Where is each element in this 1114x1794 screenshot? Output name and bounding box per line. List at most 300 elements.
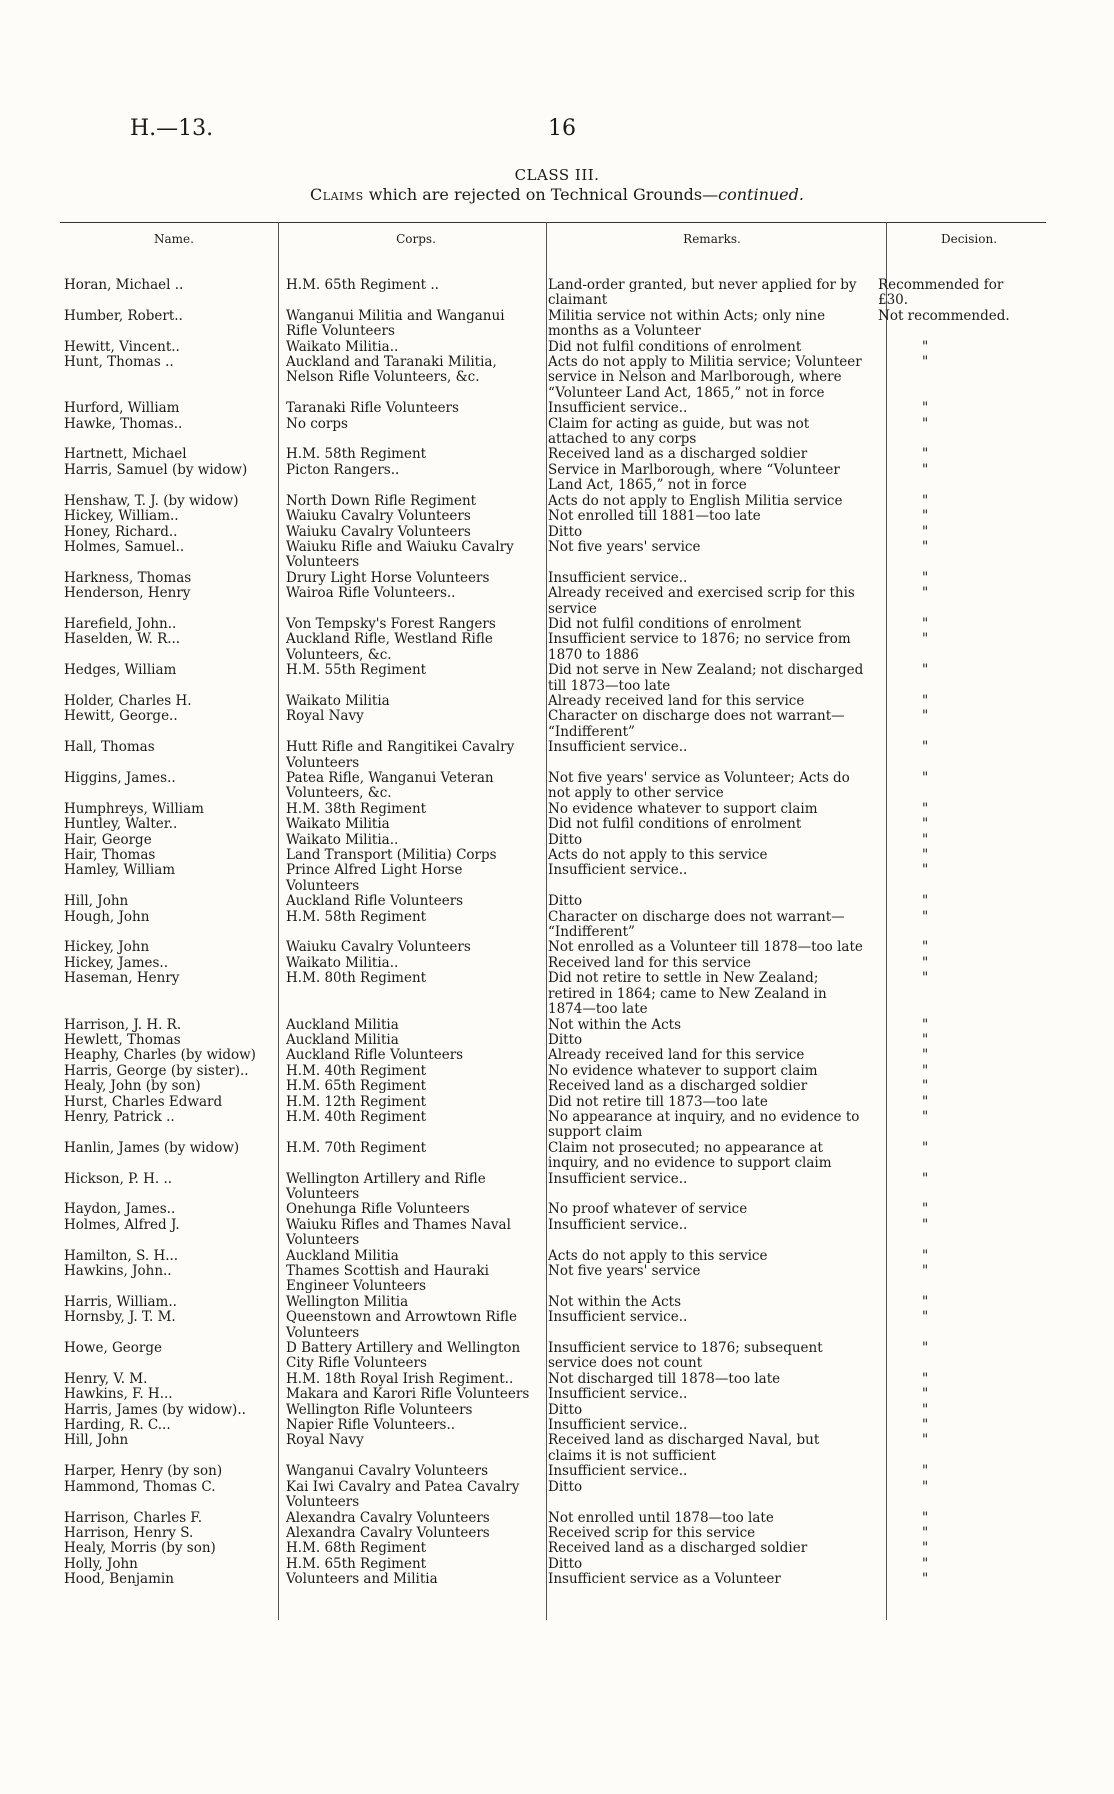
claimant-name: Hill, John [64, 893, 129, 910]
remarks-cell: Insufficient service.. [548, 1309, 688, 1326]
claimant-name: Harkness, Thomas [64, 569, 192, 586]
table-row [0, 1048, 1114, 1063]
remarks-cell: Acts do not apply to this service [548, 1247, 768, 1264]
table-row [0, 1372, 1114, 1387]
remarks-cell: Ditto [548, 893, 583, 910]
decision-cell: " [922, 816, 929, 833]
remarks-cell: Received land as discharged Naval, but claims it is not sufficient [548, 1432, 820, 1464]
decision-cell: " [922, 569, 929, 586]
table-row [0, 1018, 1114, 1033]
claimant-name: Henry, Patrick .. [64, 1108, 175, 1125]
corps-cell: Wellington Rifle Volunteers [286, 1401, 473, 1418]
remarks-cell: No appearance at inquiry, and no evidence to support claim [548, 1108, 860, 1141]
remarks-cell: Not within the Acts [548, 1016, 682, 1033]
remarks-cell: Land-order granted, but never applied for by claimant [548, 277, 857, 309]
table-row [0, 771, 1114, 802]
claimant-name: Hood, Benjamin [64, 1571, 174, 1588]
table-row [0, 571, 1114, 586]
table-row [0, 1310, 1114, 1341]
table-row [0, 309, 1114, 340]
decision-cell: " [922, 1047, 929, 1064]
table-row [0, 1295, 1114, 1310]
decision-cell: " [922, 1555, 929, 1572]
decision-cell: " [922, 954, 929, 971]
table-row [0, 401, 1114, 416]
corps-cell: H.M. 65th Regiment [286, 1555, 427, 1572]
table-row [0, 1110, 1114, 1141]
table-row [0, 1480, 1114, 1511]
remarks-cell: Already received and exercised scrip for this service [548, 585, 855, 617]
table-row [0, 463, 1114, 494]
claimant-name: Harris, George (by sister).. [64, 1062, 249, 1079]
corps-cell: Waikato Militia.. [286, 831, 399, 848]
claimant-name: Hawkins, John.. [64, 1263, 172, 1279]
column-header-decision: Decision. [940, 232, 998, 246]
decision-cell: " [922, 461, 929, 478]
decision-cell: " [922, 523, 929, 540]
table-row [0, 1264, 1114, 1295]
corps-cell: Royal Navy [286, 708, 364, 725]
claimant-name: Hammond, Thomas C. [64, 1478, 216, 1495]
remarks-cell: Insufficient service as a Volunteer [548, 1571, 781, 1588]
claimant-name: Hunt, Thomas .. [64, 354, 174, 371]
claimant-name: Harris, James (by widow).. [64, 1401, 246, 1418]
table-row [0, 494, 1114, 509]
corps-cell: Waikato Militia.. [286, 954, 399, 971]
table-row [0, 817, 1114, 832]
claimant-name: Harper, Henry (by son) [64, 1463, 223, 1480]
table-row [0, 940, 1114, 955]
claimant-name: Hornsby, J. T. M. [64, 1309, 176, 1326]
table-row [0, 1079, 1114, 1094]
corps-cell: Wellington Militia [286, 1293, 409, 1310]
claimant-name: Horan, Michael .. [64, 277, 184, 293]
claimant-name: Henry, V. M. [64, 1370, 148, 1387]
claimant-name: Henshaw, T. J. (by widow) [64, 492, 239, 509]
decision-cell: " [922, 1340, 929, 1357]
subtitle-continued: continued. [718, 185, 804, 204]
corps-cell: Hutt Rifle and Rangitikei Cavalry Volunteers [286, 739, 515, 771]
table-row [0, 910, 1114, 941]
table-row [0, 1541, 1114, 1556]
remarks-cell: Acts do not apply to this service [548, 847, 768, 864]
remarks-cell: Did not retire to settle in New Zealand; retired in 1864; came to New Zealand in 1874—too late [548, 970, 827, 1018]
remarks-cell: Ditto [548, 831, 583, 848]
decision-cell: " [922, 631, 929, 648]
corps-cell: Royal Navy [286, 1432, 364, 1449]
decision-cell: " [922, 662, 929, 679]
decision-cell: " [922, 1093, 929, 1110]
claimant-name: Harris, William.. [64, 1293, 177, 1310]
remarks-cell: Acts do not apply to Militia service; Volunteer service in Nelson and Marlborough, where “Volunteer Land Act, 1865,” not in force [548, 354, 862, 401]
decision-cell: " [922, 692, 929, 709]
remarks-cell: Received land for this service [548, 954, 751, 971]
corps-cell: H.M. 68th Regiment [286, 1540, 427, 1557]
remarks-cell: Insufficient service.. [548, 1386, 688, 1403]
remarks-cell: Claim not prosecuted; no appearance at inquiry, and no evidence to support claim [548, 1139, 832, 1172]
claimant-name: Hickey, James.. [64, 954, 168, 971]
table-row [0, 1095, 1114, 1110]
corps-cell: Waiuku Rifles and Thames Naval Volunteers [286, 1216, 511, 1249]
claimant-name: Haselden, W. R... [64, 631, 181, 648]
table-row [0, 1387, 1114, 1402]
corps-cell: Alexandra Cavalry Volunteers [286, 1509, 490, 1526]
corps-cell: Prince Alfred Light Horse Volunteers [286, 862, 463, 894]
corps-cell: Wairoa Rifle Volunteers.. [286, 585, 456, 602]
table-row [0, 509, 1114, 524]
corps-cell: Drury Light Horse Volunteers [286, 569, 490, 586]
decision-cell: " [922, 1540, 929, 1557]
corps-cell: Taranaki Rifle Volunteers [286, 400, 459, 417]
corps-cell: Thames Scottish and Hauraki Engineer Volunteers [286, 1263, 489, 1295]
remarks-cell: Ditto [548, 523, 583, 540]
table-row [0, 971, 1114, 1017]
claimant-name: Harrison, J. H. R. [64, 1016, 182, 1033]
claimant-name: Hamilton, S. H... [64, 1247, 179, 1264]
claimant-name: Hurst, Charles Edward [64, 1093, 223, 1110]
table-row [0, 663, 1114, 694]
corps-cell: Auckland Militia [286, 1247, 399, 1264]
decision-cell: " [922, 415, 929, 432]
remarks-cell: Insufficient service.. [548, 739, 688, 756]
decision-cell: " [922, 770, 929, 786]
remarks-cell: Insufficient service.. [548, 1463, 688, 1480]
decision-cell: " [922, 1031, 929, 1048]
claimant-name: Hartnett, Michael [64, 446, 187, 463]
remarks-cell: Not five years' service as Volunteer; Acts do not apply to other service [548, 770, 850, 802]
corps-cell: Waikato Militia [286, 816, 390, 833]
remarks-cell: Not discharged till 1878—too late [548, 1370, 781, 1387]
claimant-name: Humphreys, William [64, 800, 204, 817]
corps-cell: Auckland Rifle Volunteers [286, 1047, 464, 1064]
decision-cell: " [922, 847, 929, 864]
table-row [0, 1557, 1114, 1572]
table-row [0, 1064, 1114, 1079]
remarks-cell: Insufficient service.. [548, 400, 688, 417]
remarks-cell: Received land as a discharged soldier [548, 1540, 808, 1557]
document-code: H.—13. [130, 116, 214, 141]
remarks-cell: Insufficient service.. [548, 862, 688, 879]
header-rule [60, 222, 1046, 223]
table-row [0, 1202, 1114, 1217]
corps-cell: Waiuku Cavalry Volunteers [286, 939, 471, 956]
claimant-name: Hickey, William.. [64, 508, 179, 525]
claimant-name: Heaphy, Charles (by widow) [64, 1047, 256, 1064]
decision-cell: " [922, 1571, 929, 1588]
corps-cell: Waikato Militia.. [286, 338, 399, 355]
remarks-cell: Not within the Acts [548, 1293, 682, 1310]
table-row [0, 833, 1114, 848]
table-row [0, 355, 1114, 401]
corps-cell: No corps [286, 415, 348, 432]
table-row [0, 863, 1114, 894]
table-row [0, 617, 1114, 632]
corps-cell: H.M. 18th Royal Irish Regiment.. [286, 1370, 514, 1387]
remarks-cell: Ditto [548, 1401, 583, 1418]
decision-cell: " [922, 1432, 929, 1449]
remarks-cell: Insufficient service.. [548, 569, 688, 586]
decision-cell: " [922, 908, 929, 925]
table-row [0, 1341, 1114, 1372]
claimant-name: Hickson, P. H. .. [64, 1170, 173, 1187]
decision-cell: " [922, 538, 929, 555]
decision-cell: " [922, 1247, 929, 1264]
table-row [0, 709, 1114, 740]
decision-cell: " [922, 1478, 929, 1495]
claimant-name: Holder, Charles H. [64, 692, 192, 709]
column-header-corps: Corps. [396, 232, 436, 246]
decision-cell: " [922, 1370, 929, 1387]
decision-cell: " [922, 354, 929, 371]
decision-cell: " [922, 1016, 929, 1033]
claimant-name: Holmes, Alfred J. [64, 1216, 180, 1233]
claimant-name: Hall, Thomas [64, 739, 155, 756]
table-row [0, 956, 1114, 971]
decision-cell: " [922, 970, 929, 987]
table-row [0, 1433, 1114, 1464]
table-row [0, 802, 1114, 817]
corps-cell: H.M. 12th Regiment [286, 1093, 427, 1110]
claimant-name: Hamley, William [64, 862, 176, 879]
corps-cell: H.M. 65th Regiment [286, 1078, 427, 1095]
remarks-cell: Received land as a discharged soldier [548, 446, 808, 463]
remarks-cell: Insufficient service to 1876; subsequent service does not count [548, 1340, 823, 1372]
remarks-cell: Ditto [548, 1478, 583, 1495]
claimant-name: Hawke, Thomas.. [64, 415, 183, 432]
claimant-name: Hill, John [64, 1432, 129, 1449]
corps-cell: Alexandra Cavalry Volunteers [286, 1524, 490, 1541]
remarks-cell: Already received land for this service [548, 692, 805, 709]
corps-cell: Auckland Rifle Volunteers [286, 893, 464, 910]
claimant-name: Hanlin, James (by widow) [64, 1139, 240, 1156]
table-row [0, 740, 1114, 771]
decision-cell: " [922, 585, 929, 602]
table-row [0, 340, 1114, 355]
corps-cell: Land Transport (Militia) Corps [286, 847, 497, 864]
corps-cell: Waiuku Cavalry Volunteers [286, 523, 471, 540]
table-row [0, 1526, 1114, 1541]
decision-cell: Not recommended. [878, 307, 1010, 324]
table-row [0, 278, 1114, 309]
decision-cell: " [922, 739, 929, 756]
remarks-cell: Service in Marlborough, where “Volunteer Land Act, 1865,” not in force [548, 461, 840, 494]
claimant-name: Harrison, Henry S. [64, 1524, 194, 1541]
claimant-name: Hedges, William [64, 662, 177, 679]
corps-cell: Waiuku Rifle and Waiuku Cavalry Volunteers [286, 538, 514, 571]
corps-cell: Kai Iwi Cavalry and Patea Cavalry Volunteers [286, 1478, 520, 1511]
corps-cell: H.M. 58th Regiment [286, 446, 427, 463]
remarks-cell: Not enrolled until 1878—too late [548, 1509, 774, 1526]
decision-cell: " [922, 615, 929, 632]
corps-cell: H.M. 65th Regiment .. [286, 277, 439, 293]
decision-cell: " [922, 492, 929, 509]
corps-cell: Auckland Militia [286, 1016, 399, 1033]
decision-cell: " [922, 1078, 929, 1095]
decision-cell: " [922, 1062, 929, 1079]
claimant-name: Higgins, James.. [64, 770, 176, 786]
corps-cell: Makara and Karori Rifle Volunteers [286, 1386, 530, 1403]
claimant-name: Healy, John (by son) [64, 1078, 201, 1095]
corps-cell: Wanganui Militia and Wanganui Rifle Volunteers [286, 307, 505, 340]
table-row [0, 1172, 1114, 1203]
corps-cell: Auckland Militia [286, 1031, 399, 1048]
remarks-cell: Did not fulfil conditions of enrolment [548, 338, 802, 355]
corps-cell: Auckland Rifle, Westland Rifle Volunteers, &c. [286, 631, 493, 663]
claimant-name: Hewitt, George.. [64, 708, 178, 725]
decision-cell: " [922, 508, 929, 525]
corps-cell: Auckland and Taranaki Militia, Nelson Rifle Volunteers, &c. [286, 354, 497, 386]
claimant-name: Hewitt, Vincent.. [64, 338, 180, 355]
decision-cell: " [922, 1263, 929, 1279]
claimant-name: Haseman, Henry [64, 970, 180, 987]
remarks-cell: Not five years' service [548, 1263, 701, 1279]
table-row [0, 632, 1114, 663]
remarks-cell: Acts do not apply to English Militia service [548, 492, 843, 509]
class-title: CLASS III. [514, 166, 600, 184]
remarks-cell: Did not retire till 1873—too late [548, 1093, 768, 1110]
decision-cell: " [922, 446, 929, 463]
remarks-cell: Did not serve in New Zealand; not discharged till 1873—too late [548, 662, 864, 694]
decision-cell: " [922, 708, 929, 725]
claims-table [0, 278, 1114, 1588]
decision-cell: " [922, 893, 929, 910]
corps-cell: Wanganui Cavalry Volunteers [286, 1463, 489, 1480]
remarks-cell: Insufficient service.. [548, 1417, 688, 1434]
decision-cell: " [922, 800, 929, 817]
remarks-cell: Already received land for this service [548, 1047, 805, 1064]
corps-cell: Volunteers and Militia [286, 1571, 438, 1588]
claimant-name: Holly, John [64, 1555, 138, 1572]
decision-cell: " [922, 1201, 929, 1218]
claimant-name: Henderson, Henry [64, 585, 191, 602]
claimant-name: Hawkins, F. H... [64, 1386, 173, 1403]
remarks-cell: Claim for acting as guide, but was not attached to any corps [548, 415, 810, 448]
table-row [0, 848, 1114, 863]
decision-cell: " [922, 1170, 929, 1187]
claimant-name: Healy, Morris (by son) [64, 1540, 216, 1557]
corps-cell: H.M. 38th Regiment [286, 800, 427, 817]
table-row [0, 1418, 1114, 1433]
corps-cell: Napier Rifle Volunteers.. [286, 1417, 456, 1434]
claimant-name: Harrison, Charles F. [64, 1509, 202, 1526]
decision-cell: " [922, 1139, 929, 1156]
subtitle-smallcaps: Claims [310, 185, 364, 204]
corps-cell: D Battery Artillery and Wellington City Rifle Volunteers [286, 1340, 521, 1372]
remarks-cell: Insufficient service.. [548, 1170, 688, 1187]
decision-cell: " [922, 1293, 929, 1310]
table-row [0, 1033, 1114, 1048]
column-header-remarks: Remarks. [683, 232, 741, 246]
corps-cell: H.M. 80th Regiment [286, 970, 427, 987]
claimant-name: Hair, Thomas [64, 847, 156, 864]
table-row [0, 540, 1114, 571]
corps-cell: Waiuku Cavalry Volunteers [286, 508, 471, 525]
table-row [0, 1464, 1114, 1479]
corps-cell: Picton Rangers.. [286, 461, 400, 478]
decision-cell: " [922, 1216, 929, 1233]
remarks-cell: Militia service not within Acts; only nine months as a Volunteer [548, 307, 826, 340]
remarks-cell: No evidence whatever to support claim [548, 1062, 818, 1079]
decision-cell: " [922, 1309, 929, 1326]
table-row [0, 894, 1114, 909]
decision-cell: " [922, 1524, 929, 1541]
corps-cell: Wellington Artillery and Rifle Volunteers [286, 1170, 486, 1202]
remarks-cell: Insufficient service.. [548, 1216, 688, 1233]
table-row [0, 417, 1114, 448]
remarks-cell: Not enrolled as a Volunteer till 1878—too late [548, 939, 863, 956]
table-row [0, 1249, 1114, 1264]
claimant-name: Hurford, William [64, 400, 180, 417]
decision-cell: " [922, 400, 929, 417]
corps-cell: Patea Rifle, Wanganui Veteran Volunteers, &c. [286, 770, 494, 802]
remarks-cell: Not enrolled till 1881—too late [548, 508, 761, 525]
claimant-name: Harefield, John.. [64, 615, 177, 632]
claimant-name: Haydon, James.. [64, 1201, 176, 1218]
remarks-cell: Character on discharge does not warrant— “Indifferent” [548, 708, 845, 740]
claimant-name: Hewlett, Thomas [64, 1031, 181, 1048]
table-row [0, 694, 1114, 709]
table-row [0, 1403, 1114, 1418]
class-subtitle [0, 185, 1114, 204]
decision-cell: " [922, 1401, 929, 1418]
decision-cell: " [922, 939, 929, 956]
table-row [0, 1572, 1114, 1587]
corps-cell: H.M. 70th Regiment [286, 1139, 427, 1156]
remarks-cell: Did not fulfil conditions of enrolment [548, 816, 802, 833]
corps-cell: H.M. 55th Regiment [286, 662, 427, 679]
claimant-name: Howe, George [64, 1340, 163, 1357]
decision-cell: Recommended for £30. [878, 277, 1004, 309]
remarks-cell: Received scrip for this service [548, 1524, 756, 1541]
remarks-cell: No evidence whatever to support claim [548, 800, 818, 817]
corps-cell: Queenstown and Arrowtown Rifle Volunteers [286, 1309, 518, 1341]
table-row [0, 525, 1114, 540]
remarks-cell: Character on discharge does not warrant— “Indifferent” [548, 908, 845, 941]
claimant-name: Hough, John [64, 908, 150, 925]
claimant-name: Honey, Richard.. [64, 523, 178, 540]
decision-cell: " [922, 338, 929, 355]
decision-cell: " [922, 1386, 929, 1403]
remarks-cell: Did not fulfil conditions of enrolment [548, 615, 802, 632]
remarks-cell: Received land as a discharged soldier [548, 1078, 808, 1095]
remarks-cell: Insufficient service to 1876; no service from 1870 to 1886 [548, 631, 851, 663]
corps-cell: Waikato Militia [286, 692, 390, 709]
corps-cell: H.M. 58th Regiment [286, 908, 427, 925]
table-row [0, 586, 1114, 617]
table-row [0, 1141, 1114, 1172]
corps-cell: North Down Rifle Regiment [286, 492, 477, 509]
corps-cell: H.M. 40th Regiment [286, 1062, 427, 1079]
corps-cell: Onehunga Rifle Volunteers [286, 1201, 470, 1218]
claimant-name: Harris, Samuel (by widow) [64, 461, 248, 478]
page-number: 16 [548, 116, 576, 141]
claimant-name: Harding, R. C... [64, 1417, 171, 1434]
decision-cell: " [922, 1417, 929, 1434]
remarks-cell: Not five years' service [548, 538, 701, 555]
remarks-cell: Ditto [548, 1031, 583, 1048]
column-header-name: Name. [154, 232, 194, 246]
subtitle-text: which are rejected on Technical Grounds— [363, 185, 719, 204]
decision-cell: " [922, 1509, 929, 1526]
corps-cell: H.M. 40th Regiment [286, 1108, 427, 1125]
decision-cell: " [922, 1463, 929, 1480]
corps-cell: Von Tempsky's Forest Rangers [286, 615, 496, 632]
table-row [0, 1511, 1114, 1526]
claimant-name: Holmes, Samuel.. [64, 538, 185, 555]
decision-cell: " [922, 862, 929, 879]
claimant-name: Hair, George [64, 831, 152, 848]
decision-cell: " [922, 1108, 929, 1125]
